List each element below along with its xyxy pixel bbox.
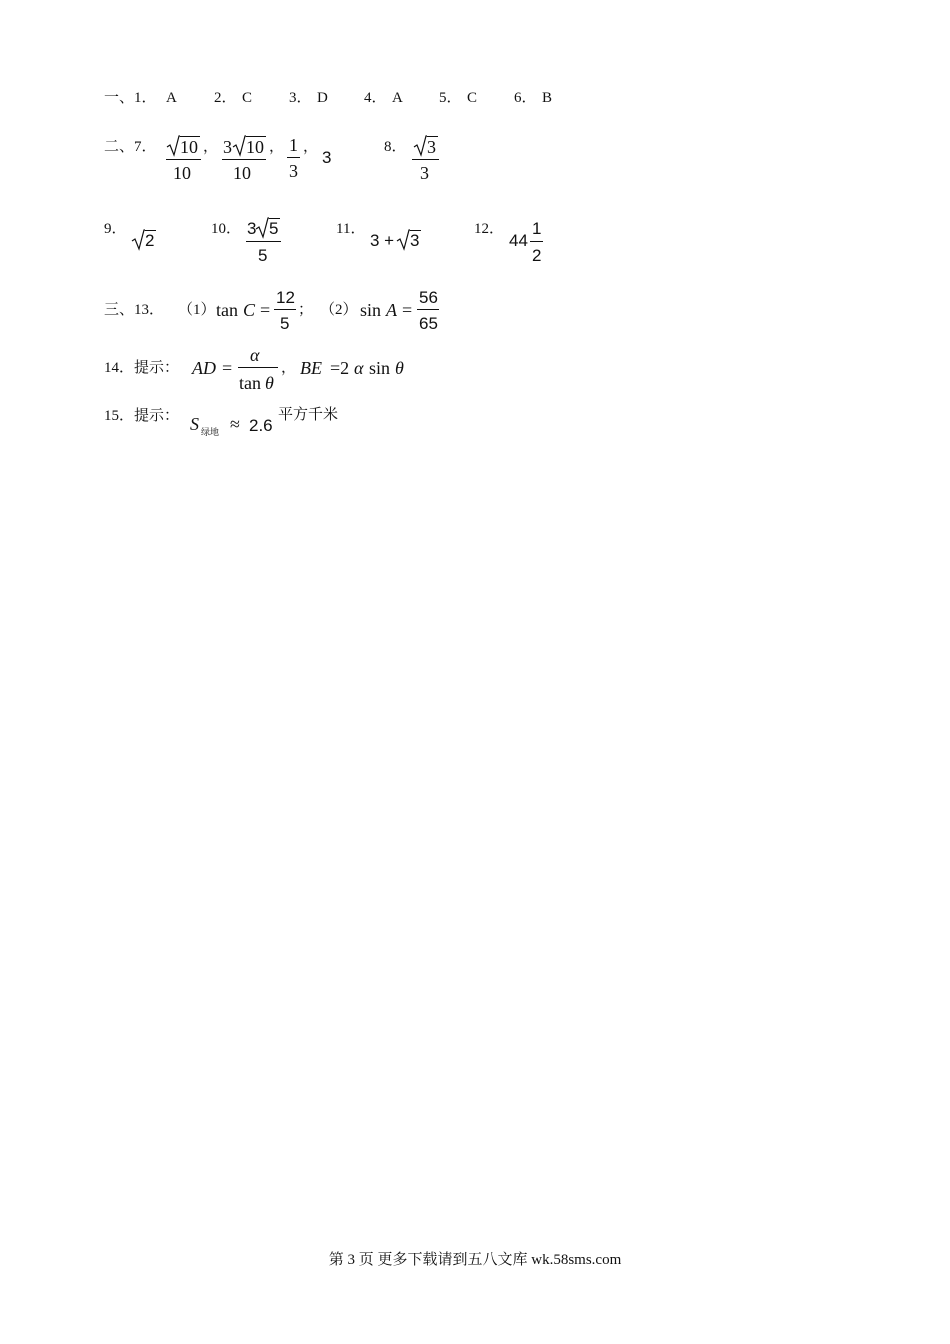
numerator: 1 [532,219,542,238]
question-6-number: 6． [514,90,537,106]
question-2-number: 2． [214,90,237,106]
sin-function: sin [360,300,382,320]
question-5-number: 5． [439,90,462,106]
denominator: 10 [233,163,251,183]
answer-5: C [467,90,478,106]
variable-C: C [243,300,256,320]
approx-sign: ≈ [230,414,240,434]
answer-12-whole: 44 [509,231,528,250]
separator-comma: ， [269,139,285,155]
area-value: 2.6 [249,416,273,435]
fraction-bar [417,309,439,310]
fraction-bar [287,157,300,158]
fraction-bar [274,309,296,310]
sin-function: sin [369,358,391,378]
question-15-heading: 15．提示： [104,408,180,424]
question-12-number: 12． [474,221,505,237]
answer-1: A [166,90,177,106]
numerator: 12 [276,288,295,307]
answer-3: D [317,90,328,106]
denominator: 3 [289,161,298,181]
radical-sign [166,136,180,152]
equals-sign: = [222,358,233,378]
area-unit: 平方千米 [278,407,339,423]
coefficient: 3 [247,219,257,238]
alpha: α [354,358,364,378]
semicolon: ； [298,302,314,318]
fraction-bar [246,241,281,242]
radicand: 5 [269,219,279,238]
separator-comma: ， [203,139,219,155]
answer-2: C [242,90,253,106]
numerator: 56 [419,288,438,307]
fraction-bar [412,159,439,160]
denominator: 10 [173,163,191,183]
section-1-heading: 一、1． [104,90,157,106]
equals-sign: = [402,300,413,320]
comma: ， [281,360,297,376]
fraction-bar [238,367,278,368]
radicand: 10 [180,137,198,157]
denominator: 5 [280,314,290,333]
numerator-alpha: α [250,345,260,365]
denominator-theta: θ [265,373,274,393]
equals-two: =2 [330,358,350,378]
segment-AD: AD [192,358,216,378]
section-2-heading: 二、7． [104,139,157,155]
question-10-number: 10． [211,221,242,237]
question-14-heading: 14．提示： [104,360,180,376]
answer-11-radicand: 3 [410,231,420,250]
equals-sign: = [260,300,271,320]
fraction-bar [530,241,543,242]
answer-6: B [542,90,553,106]
numerator: 1 [289,135,298,155]
section-3-heading: 三、13． [104,302,165,318]
answer-11-lead: 3 + [370,231,395,250]
question-9-number: 9． [104,221,127,237]
coefficient: 3 [223,137,232,157]
denominator: 2 [532,246,542,265]
page-footer: 第 3 页 更多下载请到五八文库 wk.58sms.com [328,1252,622,1268]
answer-7-last: 3 [322,148,332,167]
answer-9-radicand: 2 [145,231,155,250]
part-1-label: （1） [178,302,216,318]
subscript-green-land: 绿地 [201,427,220,437]
fraction-bar [222,159,266,160]
fraction-bar [166,159,201,160]
theta: θ [395,358,404,378]
radical-sign [413,136,427,152]
denominator: 3 [420,163,429,183]
answer-4: A [392,90,403,106]
radicand: 10 [246,137,264,157]
radical-sign [232,136,246,152]
variable-A: A [386,300,397,320]
part-2-label: （2） [320,302,358,318]
denominator: 5 [258,246,268,265]
question-8-number: 8． [384,139,407,155]
radical-sign [396,230,410,246]
question-3-number: 3． [289,90,312,106]
question-4-number: 4． [364,90,387,106]
tan-function: tan [216,300,238,320]
denominator: 65 [419,314,438,333]
area-symbol-S: S [190,414,199,434]
radical-sign [131,230,145,246]
radicand: 3 [427,137,436,157]
separator-comma: ， [303,139,319,155]
question-11-number: 11． [336,221,366,237]
denominator-tan: tan [239,373,261,393]
radical-sign [255,218,269,234]
segment-BE: BE [300,358,322,378]
